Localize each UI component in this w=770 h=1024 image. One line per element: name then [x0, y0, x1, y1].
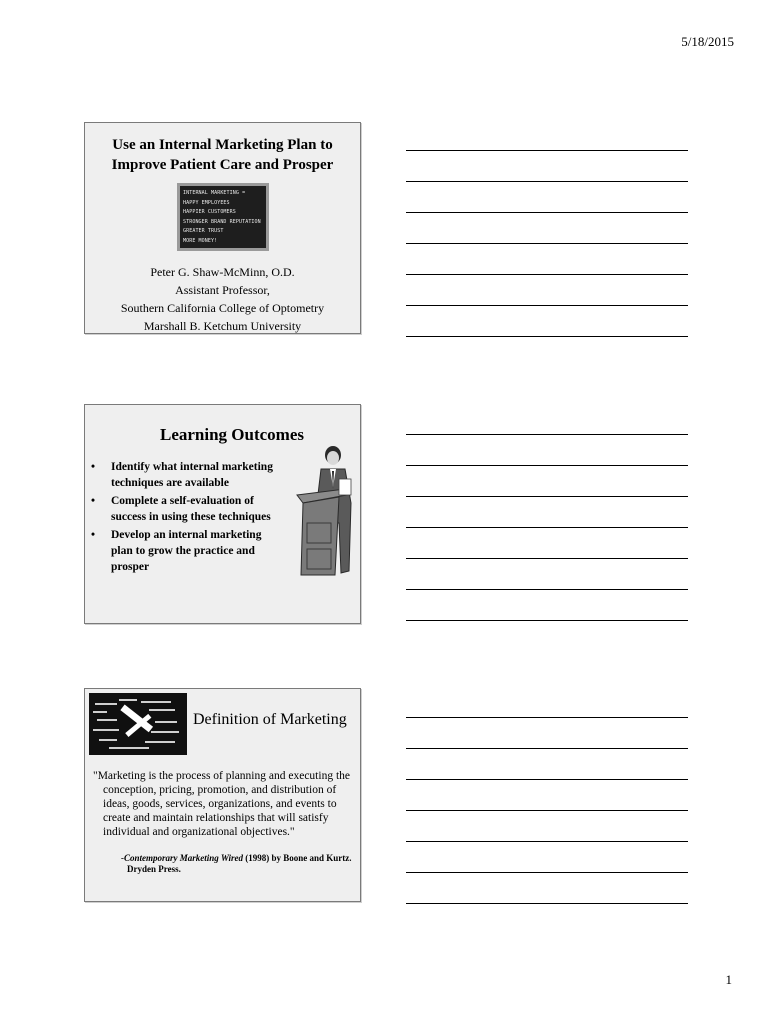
citation-source: -Contemporary Marketing Wired [121, 853, 244, 863]
bullet: • [91, 461, 96, 473]
bullet: • [91, 495, 96, 507]
chalkboard-line: INTERNAL MARKETING = [183, 190, 246, 196]
chalkboard-line: STRONGER BRAND REPUTATION [183, 218, 261, 225]
presenter-name: Peter G. Shaw-McMinn, O.D. [150, 265, 295, 279]
chalkboard-line: HAPPY EMPLOYEES [183, 199, 230, 206]
outcome-text: Develop an internal marketing plan to grow the practice and prosper [111, 529, 262, 573]
slide1-title-line1: Use an Internal Marketing Plan to [112, 137, 333, 153]
citation [121, 853, 357, 875]
outcomes-list [85, 459, 285, 577]
chalkboard-image [177, 183, 269, 251]
chalkboard-line: GREATER TRUST [183, 228, 224, 234]
outcome-text: Complete a self-evaluation of success in using these techniques [111, 495, 271, 523]
slide-learning-outcomes [84, 404, 361, 624]
list-item [85, 493, 285, 525]
list-item [85, 459, 285, 491]
slide1-title [85, 135, 360, 175]
presenter-info [85, 263, 360, 335]
slide-definition-of-marketing [84, 688, 361, 902]
chalkboard-line: MORE MONEY! [183, 237, 218, 244]
presenter-university: Marshall B. Ketchum University [143, 319, 302, 333]
speaker-at-podium-illustration [295, 443, 361, 577]
outcome-text: Identify what internal marketing techniques are available [111, 461, 273, 489]
presenter-college: Southern California College of Optometry [120, 301, 325, 315]
page-number: 1 [725, 972, 732, 987]
list-item [85, 527, 285, 575]
presenter-position: Assistant Professor, [175, 283, 270, 297]
slide3-title: Definition of Marketing [193, 711, 347, 728]
chalkboard-line: HAPPIER CUSTOMERS [183, 209, 236, 215]
bullet: • [91, 529, 96, 541]
slide2-title: Learning Outcomes [159, 425, 305, 444]
slide-title-card [84, 122, 361, 334]
marketing-definition-quote: "Marketing is the process of planning and executing the conception, pricing, promotion, and distribution of ideas, goods, services, organizations, and events to create and maintain relationships that will satisfy individual and organizational objectives." [93, 770, 350, 838]
page-date: 5/18/2015 [681, 34, 734, 49]
citation-details: (1998) by Boone and Kurtz. Dryden Press. [127, 853, 352, 874]
marketing-word-cloud-image [89, 693, 187, 755]
slide1-title-line2: Improve Patient Care and Prosper [111, 157, 334, 173]
